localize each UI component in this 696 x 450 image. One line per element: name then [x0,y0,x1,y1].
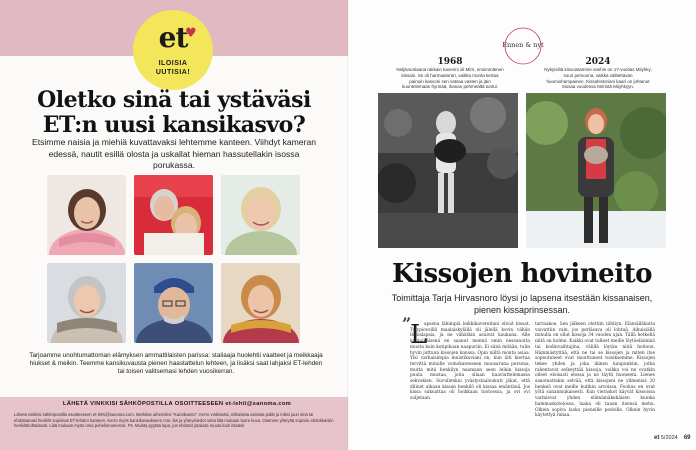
cover-model-photo [221,175,300,255]
childhood-photo [378,93,518,248]
year-now: 2024 [585,57,611,67]
page-footer [654,435,691,441]
cover-model-photo [221,263,300,343]
article-lead: Toimittaja Tarja Hirvasnoro löysi jo lapsena itsestään kissanaisen, pienen kissaprinsessan. [391,293,653,315]
drop-cap: L [410,320,428,350]
offer-text: Tarjoamme unohtumattoman elämyksen ammattilaisten parissa: stailaaja huolehtii vaatteet ja meikkaaja hiukset & meikin. Teemme kansikuvausta pienen haastattelun lehteen, ja lisäksi saat lahjaksi ET-lehden tai toisen valitsemasi lehden vuosikerran. [29,352,323,376]
cover-model-photo [47,263,126,343]
page-gutter [347,0,349,450]
cover-model-photo [134,263,213,343]
intro-text: Etsimme naisia ja miehiä kuvattavaksi lehtemme kanteen. Viihdyt kameran edessä, nautit esillä olosta ja uskallat hieman hassutellakin isossa porukassa. [31,137,317,170]
body-column-1: apsena lähimpiä leikkikavereitani olivat kissat. Tylypiovsillä maalaiskylällä oli jälellä kovin vähän ihmislapsia, ja ne vähätkin asuivat kaukana. Alle kouluikäisenä en saanut mennä omin nessunutta muuta kuin kotipihaan naapuriin. Ei siinä mitään, tulin hyvin juttuun kissojen kanssa. Opin niiltä monta asiaa. Ylsi varhaisimpia muistikuviani on, kun äiti kiertaa tervittä minulle voinokareeseen muusaruna persona, mutta mitä henkilyn naamaan seen leikin kissoja puuta mustaa, joita ollaan kaaviuttelemassa sekvokien. Suvullenkai yväslystaaloukutt jäkat, että dilinet aikaan kissan henkilö oli kissaa emäntänä. Jos kissa sukuattaa oli hoikkaan tuotosssa, ja ovi ovi suljetaan. [410,322,530,402]
et-logo: et [158,21,188,54]
cover-model-photo [134,175,213,255]
footer-brand: et [654,435,660,441]
cover-model-headline: Oletko sinä tai ystäväsi ET:n uusi kansikasvo? [37,87,311,138]
heart-icon: ♥ [185,26,197,41]
body-column-2: tarraakoe. Sen jälkeen otettiin tähtiyn. Elämälläkatta vaivattiin vain, jos perläsava oli lohtuä. Aikuisiällä minulla on ollut kissoja 34 vuoden ajan. Tällä hetkellä niitä on kolme. Kaikki ovat tulleet meille löytöeläiminä tai kodinvaihtajina, välillä löytän niitä hoitoon. Hämmästyttää, että ne tai se kissojen ja miten itse sopeutuneet ovat muuttuneet toisiksemme. Kissojen tekee yhden ja joka ikinen kaupunkiin, jotka rakentavat selkeyttää kissoja, vaikka voi ne ovatkin olleet eloisasti elossa ja ne täytti huoneeni. Lienee sanomattakin selvää, että kissojeni ne ylimenisä 20 henkeä ovat meille kuitkin arvoissa. Fookus en ovat yötä sananmukaisesti. Kun vieraskot käyvät kissoissa varmisvat yhden elämämäkehäisen kuinka hammaskotelossa, laaka oli tauan itsensä mehu. Olkein sopiva lasku pieneille pedoille. Olkein hyvin käytettyä rahaa. [535,322,655,419]
cover-model-photo [47,175,126,255]
article-title: Kissojen hovineito [392,259,652,289]
page-number: 69 [683,435,691,441]
email-callout: LÄHETÄ VINKKISI SÄHKÖPOSTILLA OSOITTEESEEN et-lehti@sanoma.com [62,401,292,407]
badge-line-2: UUTISIA! [155,69,191,76]
badge-line-1: ILOISIA [158,60,188,67]
small-print: Lähetä vinkkisi sähköpostilla osoitteeseen et-lehti@sanoma.com. Merkitse aiheriviksi "Kansikasvo". Kerro vinkissäsi, millaisista asioista pidät ja miksi juuri sinä tai ehdottamasi henkilö sopisivat ET-lehden kanteen. Kerro myös kansikuvaukseen mm. ikä ja yhteystiedot sekä liitä mukaan tuore kuva. Otamme yhteyttä sopiviin ehdokkaisiin henkilökohtaisesti. Liitä mukaan myös oma puhelinnumerosi. Ps. Muista pyytää lupa, jos ehdotat jotakuta muuta kuin itseäsi! [14,412,334,429]
caption-then: Neljävuotiaana rakkain kaverini oli Mirri, ensimmäinen kissani. Se oli harmaatorari, vaikka monta kertaa painoin kasvoni sen vatsaa vasten ja jäin kuuntelemaan hyrinää, ihanan pehmeältä tuntui. [396,67,504,90]
present-day-photo [526,93,666,248]
caption-now: Nykyisiltä kissoistamme vanhin on 17-vuotias Miiyhky, suuri persoona, vaikka välitettavan huomiohampainen. Kissahistoriani kaari on johtanut Sissaa vuodessa Mirristä Miiyhkyyn. [544,67,652,90]
et-news-badge [133,10,213,90]
right-page [348,0,696,450]
quote-mark-icon: ” [402,314,412,333]
section-label: Ennen & nyt [502,41,544,49]
footer-issue: 5/2024 [660,435,678,441]
year-then: 1968 [437,57,463,67]
